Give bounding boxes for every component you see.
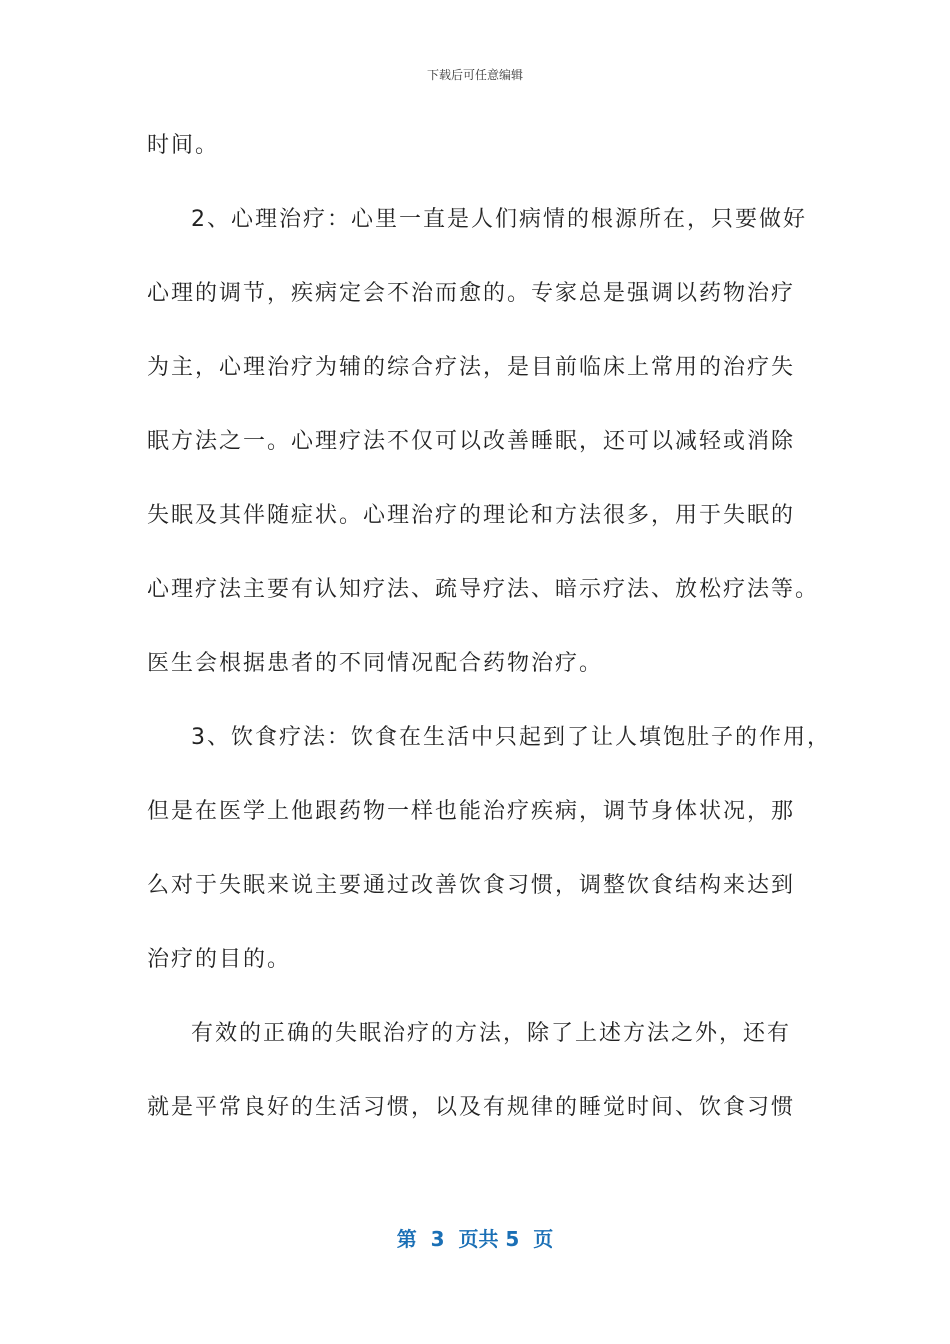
text-line: 眠方法之一。心理疗法不仅可以改善睡眠，还可以减轻或消除 [147, 429, 796, 454]
page-number: 第 3 页共 5 页 [396, 1227, 554, 1251]
text-line: 3、饮食疗法：饮食在生活中只起到了让人填饱肚子的作用， [191, 725, 831, 750]
text-line: 时间。 [147, 133, 220, 158]
document-body [147, 120, 831, 1156]
text-line: 医生会根据患者的不同情况配合药物治疗。 [147, 651, 604, 676]
text-line: 心理的调节，疾病定会不治而愈的。专家总是强调以药物治疗 [147, 281, 796, 306]
text-line: 就是平常良好的生活习惯，以及有规律的睡觉时间、饮食习惯 [147, 1095, 796, 1120]
text-line: 么对于失眠来说主要通过改善饮食习惯，调整饮食结构来达到 [147, 873, 796, 898]
page-header: 下载后可任意编辑 [426, 68, 523, 82]
text-line: 但是在医学上他跟药物一样也能治疗疾病，调节身体状况，那 [147, 799, 796, 824]
text-line: 为主，心理治疗为辅的综合疗法，是目前临床上常用的治疗失 [147, 355, 796, 380]
text-line: 2、心理治疗：心里一直是人们病情的根源所在，只要做好 [191, 207, 807, 232]
text-line: 有效的正确的失眠治疗的方法，除了上述方法之外，还有 [191, 1021, 792, 1046]
text-line: 治疗的目的。 [147, 947, 292, 972]
text-line: 心理疗法主要有认知疗法、疏导疗法、暗示疗法、放松疗法等。 [147, 577, 820, 602]
text-line: 失眠及其伴随症状。心理治疗的理论和方法很多，用于失眠的 [147, 503, 796, 528]
